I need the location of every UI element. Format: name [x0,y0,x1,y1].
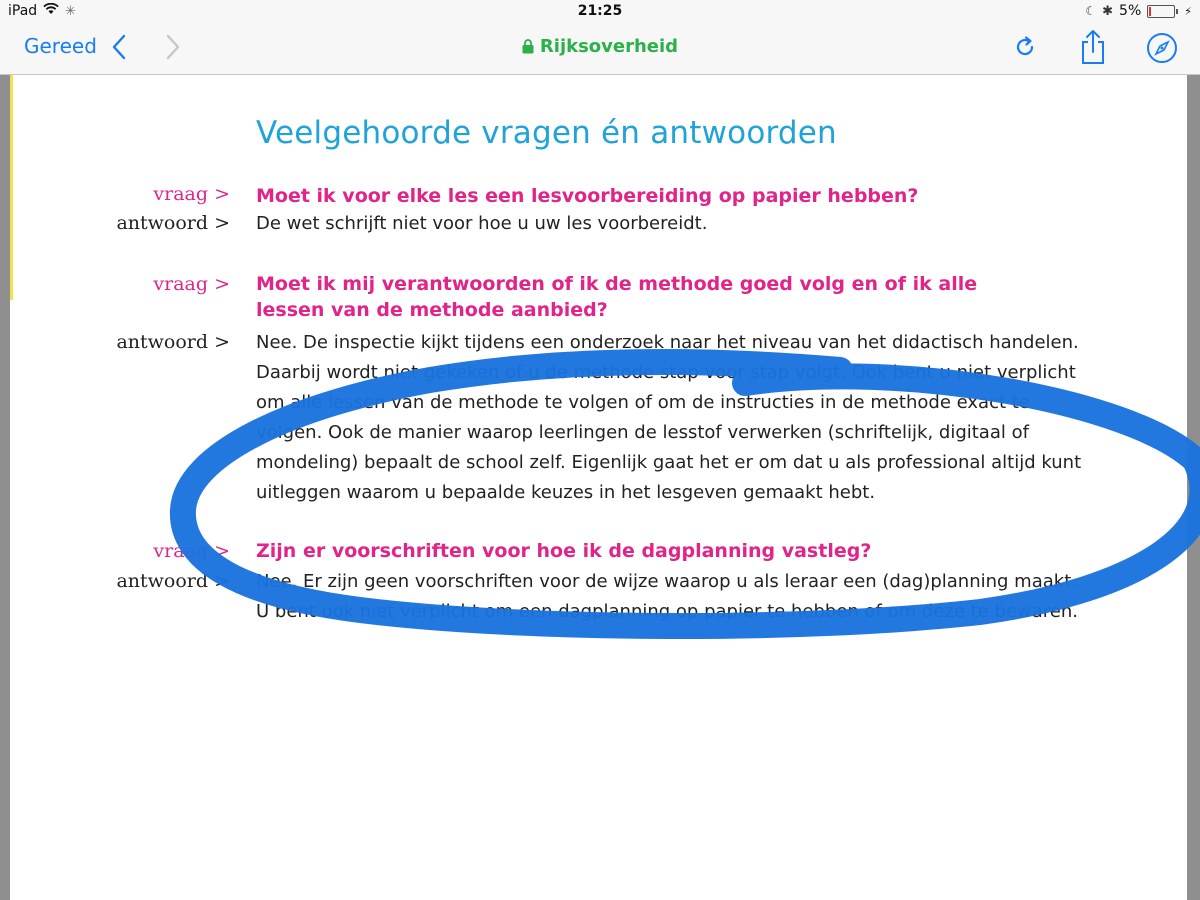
charging-icon: ⚡ [1184,4,1192,18]
device-name: iPad [8,3,38,19]
question-label: vraag > [153,540,230,562]
done-button[interactable]: Gereed [24,34,97,58]
faq-question: Moet ik mij verantwoorden of ik de methode goed volg en of ik alle lessen van de methode aanbied? [256,273,978,321]
status-bar [0,0,1200,24]
compass-icon[interactable] [1146,32,1178,68]
moon-icon: ☾ [1085,4,1097,18]
bluetooth-icon: ✱ [1102,3,1114,19]
browser-nav-bar [0,24,1200,75]
activity-spinner-icon: ✳ [65,3,77,19]
battery-percent: 5% [1119,3,1142,19]
reload-icon[interactable] [1012,34,1038,64]
answer-label: antwoord > [116,331,230,353]
lock-icon [522,38,534,59]
question-label: vraag > [153,273,230,295]
faq-answer: De wet schrijft niet voor hoe u uw les voorbereidt. [256,213,708,234]
battery-icon [1147,5,1175,18]
status-right [1085,3,1192,19]
site-title: Rijksoverheid [539,36,679,57]
document-page[interactable] [10,75,1187,900]
battery-tip [1176,9,1178,14]
status-time: 21:25 [577,3,623,19]
faq-answer: Nee. Er zijn geen voorschriften voor de wijze waarop u als leraar een (dag)planning maakt. U bent ook niet verplicht om een dagplanning op papier te hebben of om deze te bewaren. [256,571,1078,622]
faq-answer: Nee. De inspectie kijkt tijdens een onderzoek naar het niveau van het didactisch handelen. Daarbij wordt niet gekeken of u de methode stap voor stap volgt. Ook bent u niet verplicht om alle lessen van de methode te volgen of om de instructies in de methode exact te volgen. Ook de manier waarop leerlingen de lesstof verwerken (schriftelijk, digitaal of mondeling) bepaalt de school zelf. Eigenlijk gaat het er om dat u als professional altijd kunt uitleggen waarom u bepaalde keuzes in het lesgeven gemaakt hebt. [256,332,1082,503]
faq-question: Moet ik voor elke les een lesvoorbereiding op papier hebben? [256,185,919,207]
faq-question: Zijn er voorschriften voor hoe ik de dagplanning vastleg? [256,540,872,562]
question-label: vraag > [153,183,230,205]
share-icon[interactable] [1078,28,1108,70]
page-accent-bar [10,75,13,300]
answer-label: antwoord > [116,212,230,234]
answer-label: antwoord > [116,570,230,592]
page-title: Veelgehoorde vragen én antwoorden [256,115,837,151]
